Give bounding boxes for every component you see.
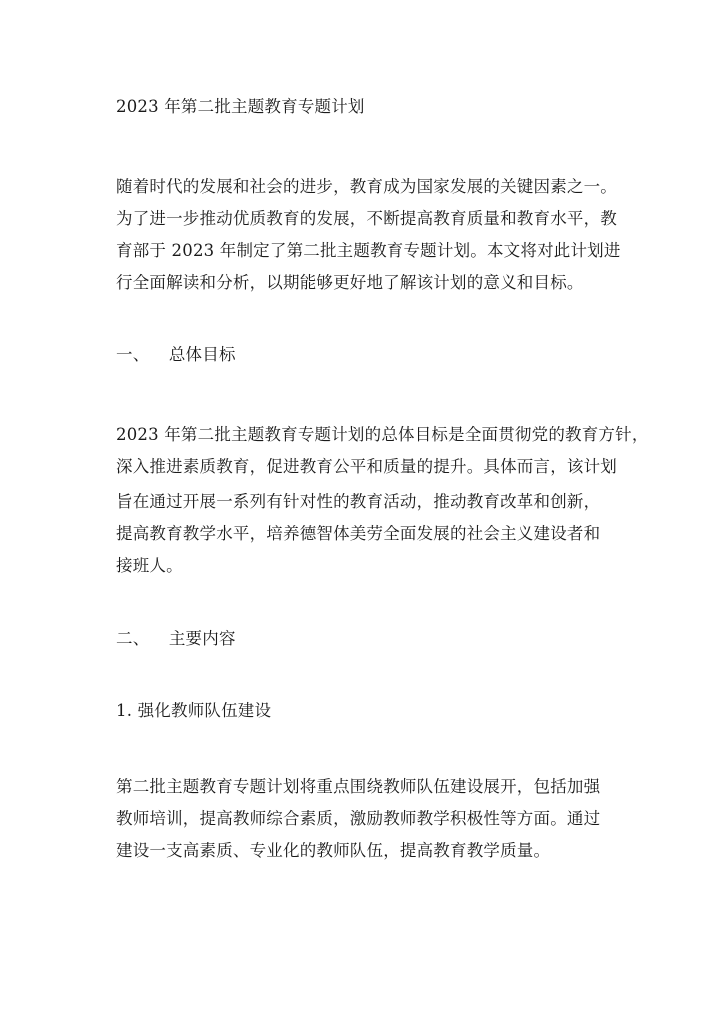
text-line: 育部于 2023 年制定了第二批主题教育专题计划。本文将对此计划进 bbox=[116, 241, 621, 260]
text-line: 为了进一步推动优质教育的发展，不断提高教育质量和教育水平，教 bbox=[116, 209, 617, 228]
text-line: 2023 年第二批主题教育专题计划的总体目标是全面贯彻党的教育方针， bbox=[116, 425, 649, 444]
text-line: 第二批主题教育专题计划将重点围绕教师队伍建设展开，包括加强 bbox=[116, 777, 601, 796]
text-line: 旨在通过开展一系列有针对性的教育活动，推动教育改革和创新， bbox=[116, 492, 601, 511]
text-line: 建设一支高素质、专业化的教师队伍，提高教育教学质量。 bbox=[116, 841, 551, 860]
section-heading-main-content: 二、 主要内容 bbox=[116, 629, 236, 648]
text-line: 提高教育教学水平，培养德智体美劳全面发展的社会主义建设者和 bbox=[116, 524, 601, 543]
text-line: 随着时代的发展和社会的进步，教育成为国家发展的关键因素之一。 bbox=[116, 177, 617, 196]
text-line: 教师培训，提高教师综合素质，激励教师教学积极性等方面。通过 bbox=[116, 809, 601, 828]
text-line: 接班人。 bbox=[116, 556, 183, 575]
text-line: 行全面解读和分析，以期能够更好地了解该计划的意义和目标。 bbox=[116, 273, 584, 292]
section-heading-overall-goal: 一、 总体目标 bbox=[116, 345, 236, 364]
subsection-heading-teacher-team: 1. 强化教师队伍建设 bbox=[116, 701, 272, 720]
document-title: 2023 年第二批主题教育专题计划 bbox=[116, 97, 365, 116]
text-line: 深入推进素质教育，促进教育公平和质量的提升。具体而言，该计划 bbox=[116, 457, 617, 476]
